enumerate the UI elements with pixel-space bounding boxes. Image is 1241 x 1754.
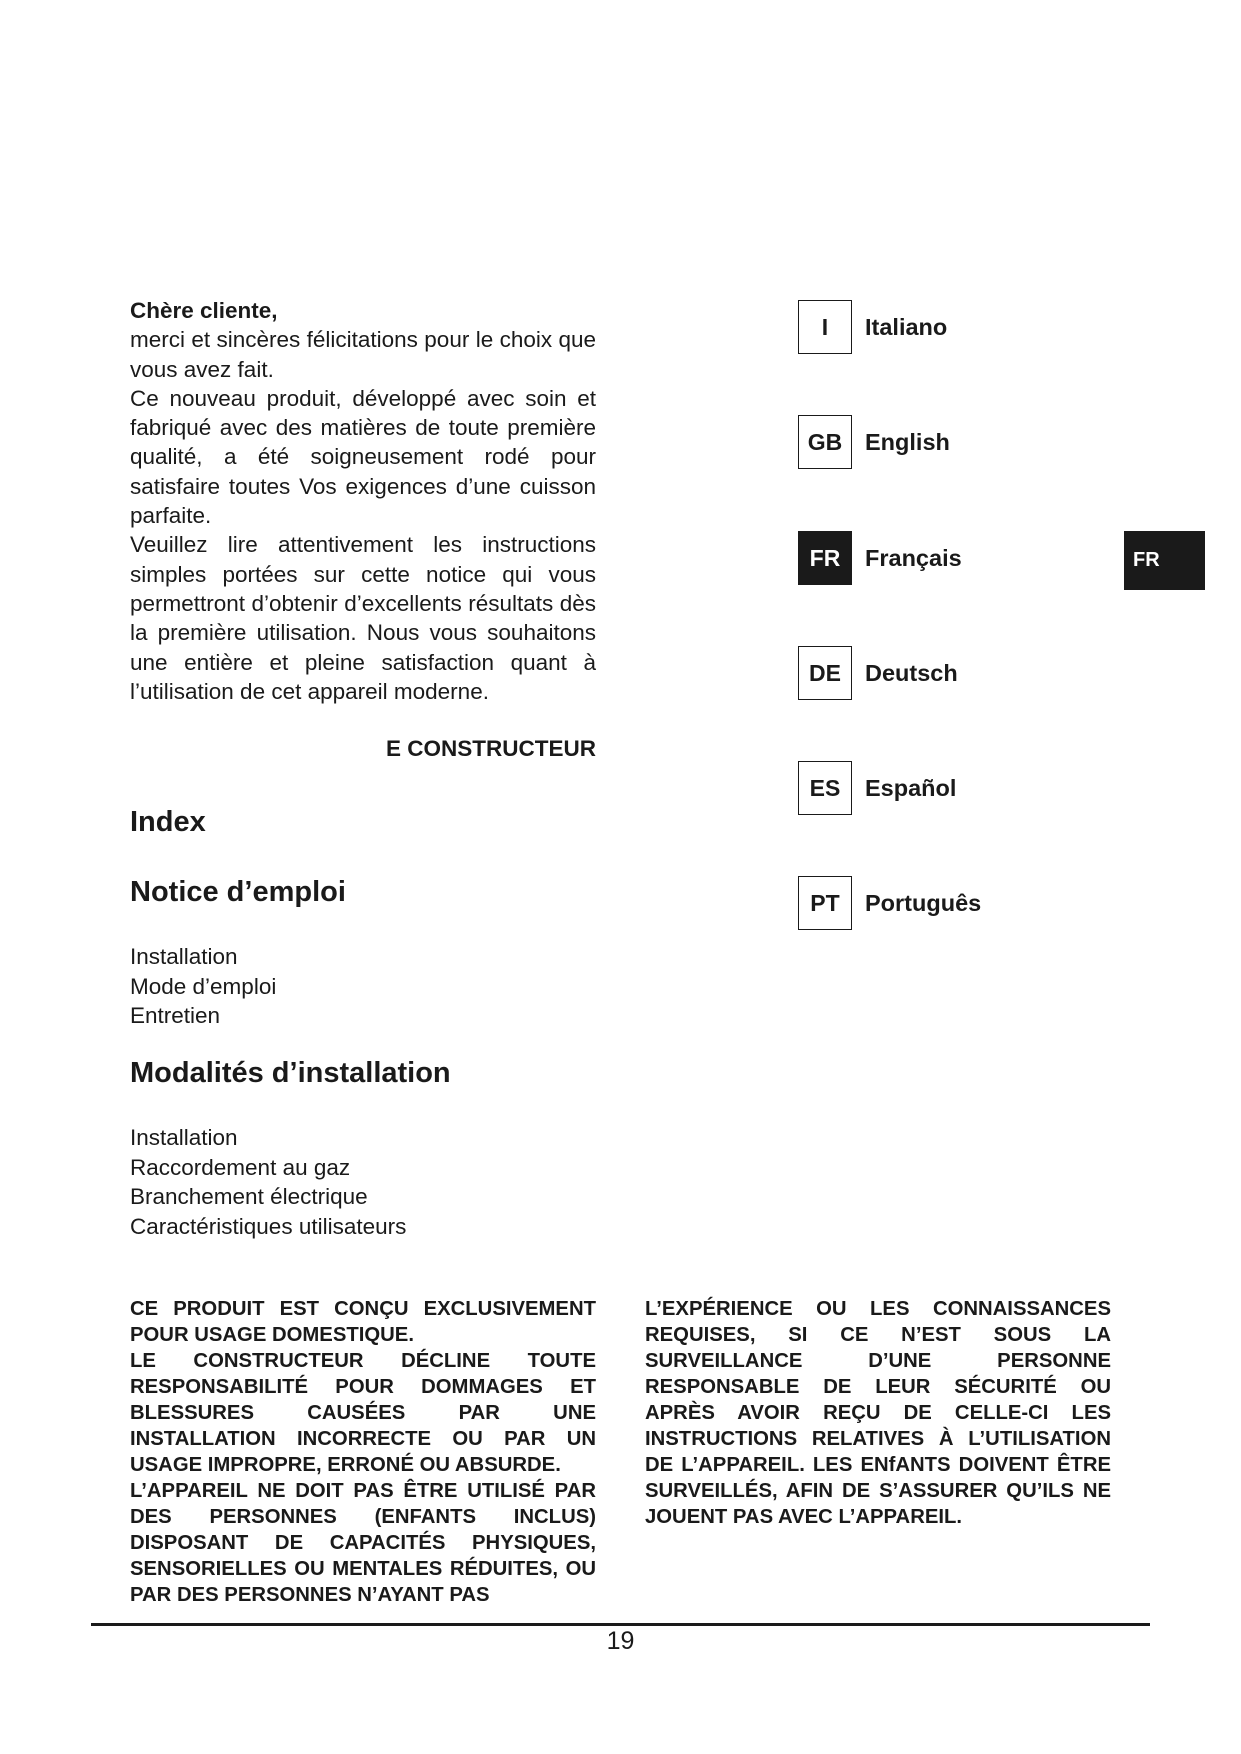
language-code: GB	[798, 415, 852, 469]
language-name: Português	[865, 889, 982, 916]
page-number: 19	[606, 1627, 635, 1655]
warning-right	[645, 1296, 1111, 1530]
section-title-installation: Modalités d’installation	[130, 1057, 451, 1089]
warning-left	[130, 1296, 596, 1608]
index-title: Index	[130, 806, 206, 838]
intro-paragraph: merci et sincères félicitations pour le choix que vous avez fait.	[130, 327, 596, 382]
list-item: Caractéristiques utilisateurs	[130, 1213, 407, 1239]
intro-paragraph: Veuillez lire attentivement les instructions simples portées sur cette notice qui vous permettront d’obtenir d’excellents résultats dès la première utilisation. Nous vous souhaitons une entière et pleine satisfaction quant à l’utilisation de cet appareil moderne.	[130, 532, 596, 704]
language-code: DE	[798, 646, 852, 700]
index-list-installation	[130, 1123, 406, 1241]
side-language-tab: FR	[1124, 531, 1205, 590]
language-name: Italiano	[865, 313, 948, 340]
list-item: Entretien	[130, 1003, 221, 1028]
warning-paragraph: LE CONSTRUCTEUR DÉCLINE TOUTE RESPONSABILITÉ POUR DOMMAGES ET BLESSURES CAUSÉES PAR UNE INSTALLATION INCORRECTE OU PAR UN USAGE IMPROPRE, ERRONÉ OU ABSURDE.	[130, 1350, 596, 1476]
language-name: Español	[865, 774, 957, 801]
language-code: FR	[798, 531, 852, 585]
footer-rule	[91, 1623, 1150, 1626]
list-item: Raccordement au gaz	[130, 1154, 351, 1180]
list-item: Installation	[130, 1125, 238, 1150]
intro-letter	[130, 296, 596, 706]
warning-paragraph: CE PRODUIT EST CONÇU EXCLUSIVEMENT POUR USAGE DOMESTIQUE.	[130, 1298, 596, 1346]
language-code: PT	[798, 876, 852, 930]
language-italiano[interactable]	[798, 300, 947, 354]
language-code: ES	[798, 761, 852, 815]
index-list-notice	[130, 942, 276, 1031]
language-portugues[interactable]	[798, 876, 981, 930]
language-code: I	[798, 300, 852, 354]
language-deutsch[interactable]	[798, 646, 958, 700]
list-item: Mode d’emploi	[130, 973, 277, 999]
list-item: Branchement électrique	[130, 1184, 368, 1209]
list-item: Installation	[130, 944, 238, 969]
language-francais[interactable]	[798, 531, 962, 585]
intro-paragraph: Ce nouveau produit, développé avec soin et fabriqué avec des matières de toute première qualité, a été soigneusement rodé pour satisfaire toutes Vos exigences d’une cuisson parfaite.	[130, 385, 596, 529]
greeting: Chère cliente,	[130, 298, 278, 323]
section-title-notice: Notice d’emploi	[130, 876, 346, 908]
warning-paragraph: L’APPAREIL NE DOIT PAS ÊTRE UTILISÉ PAR DES PERSONNES (ENFANTS INCLUS) DISPOSANT DE CAPACITÉS PHYSIQUES, SENSORIELLES OU MENTALES RÉDUITES, OU PAR DES PERSONNES N’AYANT PAS	[130, 1480, 596, 1606]
language-name: English	[865, 428, 950, 455]
language-name: Deutsch	[865, 659, 958, 686]
language-name: Français	[865, 544, 962, 571]
signature: E CONSTRUCTEUR	[385, 736, 596, 761]
language-english[interactable]	[798, 415, 950, 469]
warning-paragraph: L’EXPÉRIENCE OU LES CONNAISSANCES REQUISES, SI CE N’EST SOUS LA SURVEILLANCE D’UNE PERSONNE RESPONSABLE DE LEUR SÉCURITÉ OU APRÈS AVOIR REÇU DE CELLE-CI LES INSTRUCTIONS RELATIVES À L’UTILISATION DE L’APPAREIL. LES ENfANTS DOIVENT ÊTRE SURVEILLÉS, AFIN DE S’ASSURER QU’ILS NE JOUENT PAS AVEC L’APPAREIL.	[645, 1298, 1111, 1528]
language-espanol[interactable]	[798, 761, 956, 815]
